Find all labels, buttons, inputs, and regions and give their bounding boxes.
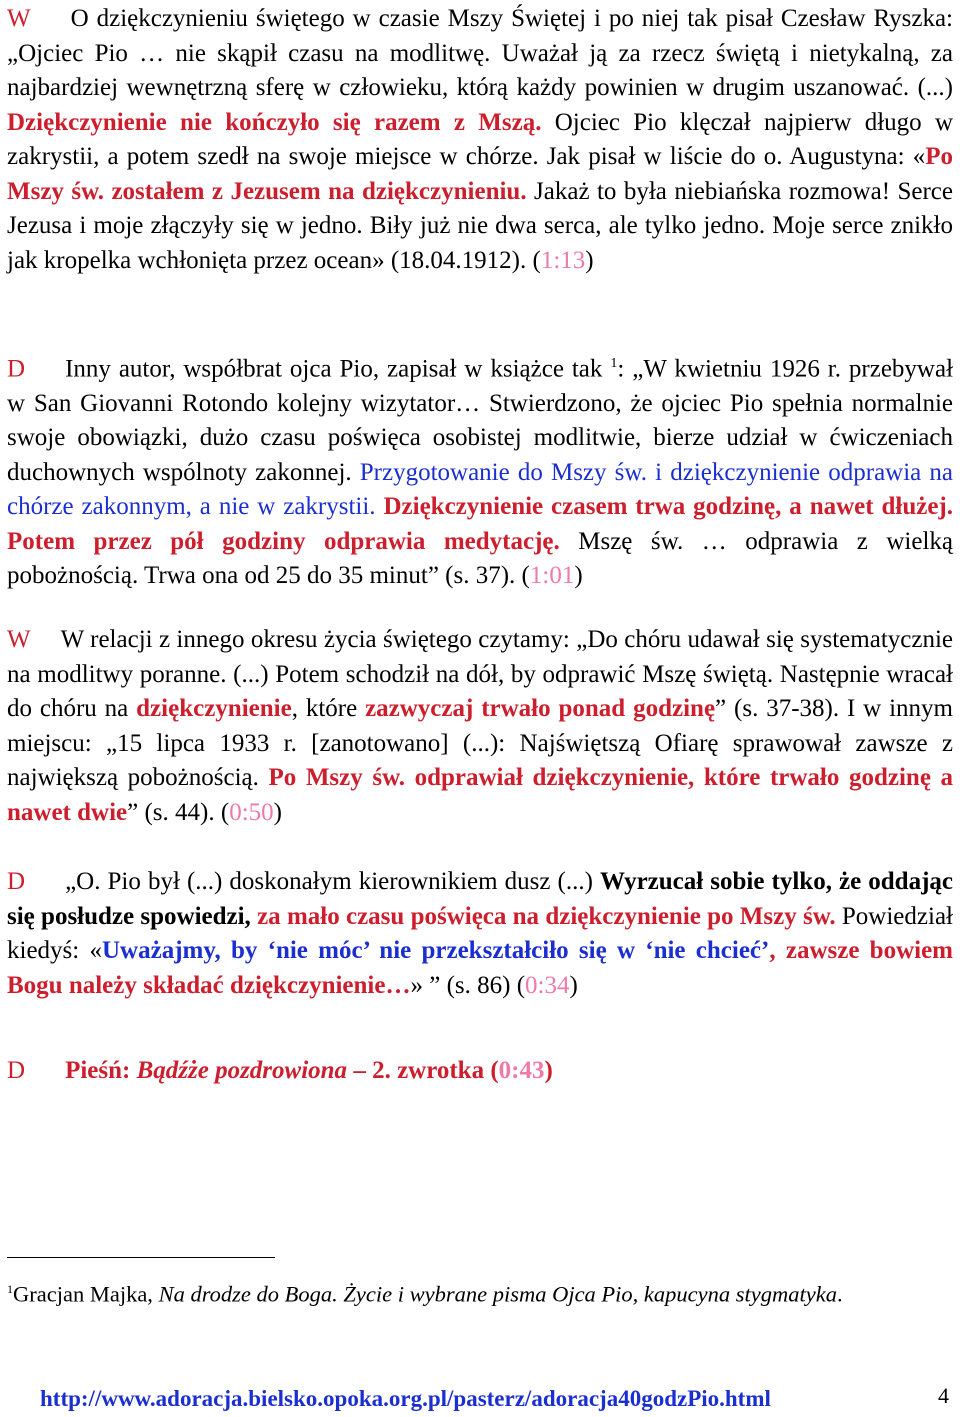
highlight-blue: Uważajmy, by ‘nie móc’ nie przekształciło się w ‘nie chcieć’ — [101, 937, 770, 964]
footnote-title: Na drodze do Boga. Życie i wybrane pisma Ojca Pio, kapucyna stygmatyka — [158, 1281, 837, 1307]
highlight-red: Dziękczynienie nie kończyło się razem z Mszą. — [7, 108, 542, 136]
highlight-red: Po Mszy św. zostałem z Jezusem na dziękczynieniu. — [7, 143, 953, 205]
song-verse: – 2. zwrotka ( — [347, 1057, 499, 1084]
text: „O. Pio był (...) doskonałym kierownikiem dusz (...) — [65, 868, 600, 895]
text: O dziękczynieniu świętego w czasie Mszy Świętej i po niej tak pisał Czesław Ryszka: „Ojciec Pio … nie skąpił czasu na modlitwę. Uważał ją za rzecz świętą i nietykalną, za najbardziej wewnętrzną sferę w człowieku, którą każdy powinien w drugim uszanować. (...) — [7, 5, 953, 101]
paragraph-1 — [7, 2, 953, 278]
text: W relacji z innego okresu życia świętego czytamy: „Do chóru udawał się systematycznie na modlitwy poranne. (...) Potem schodził na dół, by odprawić Mszę świętą. Następnie wracał do chóru na — [7, 626, 953, 722]
paragraph-4 — [7, 865, 953, 1003]
time-marker: 0:43 — [498, 1057, 545, 1084]
highlight-red: zazwyczaj trwało ponad godzinę — [365, 695, 716, 722]
text: ) — [574, 562, 583, 590]
footnote-author: Gracjan Majka, — [13, 1281, 159, 1307]
speaker-marker: D — [7, 1057, 26, 1084]
footnote — [7, 1273, 953, 1311]
text: , które — [291, 695, 366, 722]
highlight-red: , zawsze bowiem Bogu należy składać dziękczynienie… — [7, 937, 953, 999]
speaker-marker: D — [7, 355, 26, 383]
footer-url-link[interactable]: http://www.adoracja.bielsko.opoka.org.pl/pasterz/adoracja40godzPio.html — [40, 1386, 771, 1411]
text: Inny autor, współbrat ojca Pio, zapisał w książce tak — [65, 355, 611, 383]
highlight-red: Dziękczynienie czasem trwa godzinę, a nawet dłużej. Potem przez pół godziny odprawia medytację. — [7, 493, 953, 555]
text: : „W kwietniu 1926 r. przebywał w San Giovanni Rotondo kolejny wizytator… Stwierdzono, że ojciec Pio spełnia normalnie swoje obowiązki, dużo czasu poświęca osobistej modlitwie, bierze udział w ćwiczeniach duchownych wspólnoty zakonnej. — [7, 355, 954, 486]
text: Powiedział kiedyś: « — [7, 902, 953, 964]
footnote-number: 1 — [7, 1282, 13, 1296]
text: ) — [585, 246, 594, 274]
text: . — [836, 1281, 843, 1307]
footnote-ref: 1 — [610, 356, 618, 371]
text: ) — [544, 1057, 553, 1084]
text: ) — [273, 798, 282, 826]
text: ) — [569, 971, 578, 999]
highlight-blue: Przygotowanie do Mszy św. i dziękczynienie odprawia na chórze zakonnym, a nie w zakrystii. — [7, 458, 953, 521]
song-label: Pieśń: — [65, 1057, 137, 1084]
highlight-red: dziękczynienie — [136, 695, 292, 722]
text: ” (s. 37-38). I w innym miejscu: „15 lipca 1933 r. [zanotowano] (...): Najświętszą Ofiarę sprawował zawsze z największą pobożnością. — [7, 695, 953, 791]
text: ” (s. 44). ( — [127, 798, 230, 826]
time-marker: 0:34 — [525, 971, 570, 999]
text: Jakaż to była niebiańska rozmowa! Serce Jezusa i moje złączyły się w jedno. Biły już nie dwa serca, ale tylko jedno. Moje serce znikło jak kropelka wchłonięta przez ocean» (18.04.1912). ( — [7, 177, 953, 274]
highlight-red: za mało czasu poświęca na dziękczynienie po Mszy św. — [257, 902, 836, 930]
speaker-marker: W — [7, 5, 31, 32]
highlight-red: Po Mszy św. odprawiał dziękczynienie, które trwało godzinę a nawet dwie — [7, 764, 954, 826]
time-marker: 1:13 — [540, 246, 586, 274]
text: Mszę św. … odprawia z wielką pobożnością. Trwa ona od 25 do 35 minut” (s. 37). ( — [7, 527, 954, 590]
song-line — [7, 1054, 953, 1089]
highlight-bold: Wyrzucał sobie tylko, że oddając się posłudze spowiedzi, — [7, 868, 953, 930]
text: » ” (s. 86) ( — [410, 971, 526, 999]
paragraph-3 — [7, 623, 953, 830]
text: Ojciec Pio klęczał najpierw długo w zakrystii, a potem szedł na swoje miejsce w chórze. Jak pisał w liście do o. Augustyna: « — [7, 108, 953, 170]
page-number: 4 — [938, 1383, 949, 1408]
time-marker: 1:01 — [529, 562, 575, 590]
speaker-marker: W — [7, 626, 31, 653]
song-title: Bądźże pozdrowiona — [136, 1057, 348, 1084]
footnote-separator — [7, 1257, 275, 1258]
paragraph-2 — [7, 347, 953, 594]
speaker-marker: D — [7, 868, 26, 895]
time-marker: 0:50 — [229, 798, 274, 826]
